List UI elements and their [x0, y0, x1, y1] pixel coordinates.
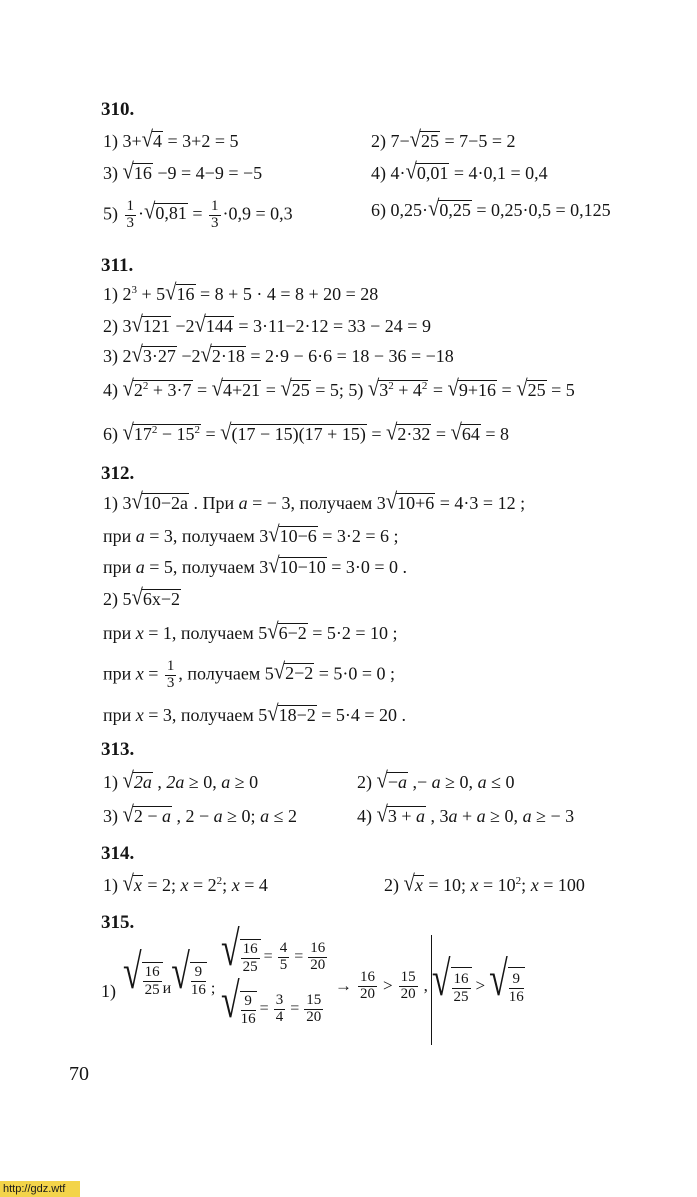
ex315-system-row-2: √ $\frac{9}{16}$ = 3 4 = 15 20	[221, 974, 322, 1029]
source-watermark[interactable]: http://gdz.wtf	[0, 1181, 80, 1197]
ex312-line-1: 1) 3√10−2a . При a = − 3, получаем 3√10+6 = 4·3 = 12 ;	[103, 489, 526, 515]
ex310-item-3: 3) √16 −9 = 4−9 = −5	[103, 159, 263, 185]
exercise-312-title: 312.	[101, 463, 135, 484]
ex312-line-6: при x = $\frac{1}{3}$ , получаем 5√2−2 = 5·0 = 0 ;	[103, 658, 396, 691]
ex315-system-row-1: √ $\frac{16}{25}$ = 4 5 = 16 20	[221, 922, 326, 977]
exercise-315-title: 315.	[101, 912, 135, 933]
ex313-item-1: 1) √2a , 2a ≥ 0, a ≥ 0	[103, 768, 259, 794]
exercise-310-title: 310.	[101, 99, 135, 120]
exercise-313-title: 313.	[101, 739, 135, 760]
ex310-item-6: 6) 0,25·√0,25 = 0,25·0,5 = 0,125	[371, 196, 611, 222]
ex312-line-4: 2) 5√6x−2	[103, 585, 181, 611]
ex313-item-2: 2) √−a ,− a ≥ 0, a ≤ 0	[357, 768, 515, 794]
ex314-item-1: 1) √x = 2; $x = 2^2$; x = 4	[103, 871, 268, 897]
ex314-item-2: 2) √x = 10; $x = 10^2$; x = 100	[384, 871, 585, 897]
ex315-item-number: 1)	[101, 981, 116, 1001]
ex310-item-2: 2) 7−√25 = 7−5 = 2	[371, 127, 516, 153]
ex311-line-2: 2) 3√121 −2√144 = 3·11−2·12 = 33 − 24 = 9	[103, 312, 431, 338]
ex312-line-7: при x = 3, получаем 5√18−2 = 5·4 = 20 .	[103, 701, 407, 727]
exercise-314-title: 314.	[101, 843, 135, 864]
ex313-item-3: 3) √2 − a , 2 − a ≥ 0; a ≤ 2	[103, 802, 297, 828]
page-number: 70	[69, 1063, 89, 1085]
ex311-line-6: 6) $√17^2 - 15^2 = √(17 - 15)(17 + 15) = √2\cdot 32 = √64 = 8$	[103, 420, 509, 446]
exercise-311-title: 311.	[101, 255, 134, 276]
ex311-line-4: 4) $√2^2 + 3\cdot 7 = √4+21 = √25 = 5$; 5) $√3^2 + 4^2 = √9+16 = √25 = 5$	[103, 376, 575, 402]
ex313-item-4: 4) √3 + a , 3a + a ≥ 0, a ≥ − 3	[357, 802, 575, 828]
ex315-conclusion: → 16 20 > 15 20 , √ $\frac{16}{25}$ > √ $\frac{9}{16}$	[335, 952, 524, 1007]
ex311-line-1: 1) $2^3 + 5√16 = 8 + 5 \cdot 4 = 8 + 20 = 28$	[103, 280, 379, 306]
ex312-line-2: при a = 3, получаем 3√10−6 = 3·2 = 6 ;	[103, 522, 399, 548]
ex312-line-3: при a = 5, получаем 3√10−10 = 3·0 = 0 .	[103, 553, 408, 579]
ex310-item-5: 5) $\frac{1}{3}$ ·√0,81 = $\frac{1}{3}$ ·0,9 = 0,3	[103, 198, 293, 231]
ex311-line-3: 3) 2√3·27 −2√2·18 = 2·9 − 6·6 = 18 − 36 = −18	[103, 342, 454, 368]
ex310-item-1: 1) 3+√4 = 3+2 = 5	[103, 127, 239, 153]
ex312-line-5: при x = 1, получаем 5√6−2 = 5·2 = 10 ;	[103, 619, 398, 645]
ex310-item-4: 4) 4·√0,01 = 4·0,1 = 0,4	[371, 159, 548, 185]
ex315-lhs: √ $\frac{16}{25}$ и√ $\frac{9}{16}$ ;	[123, 945, 216, 1000]
